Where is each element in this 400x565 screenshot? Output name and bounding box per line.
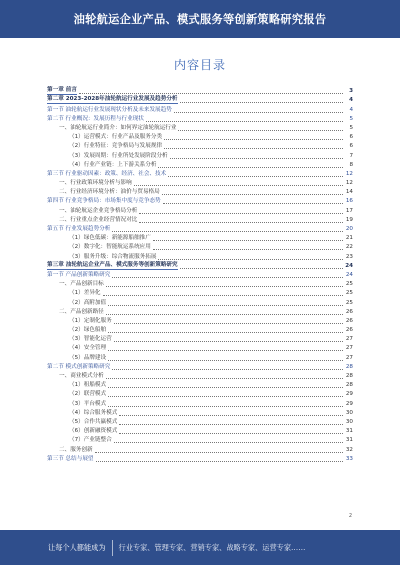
toc-leader-dots <box>79 93 343 94</box>
toc-leader-dots <box>112 231 343 232</box>
toc-entry-label: 二、行业经济环境分析：油价与贸易格局 <box>59 189 160 196</box>
footer-slogan: 让每个人都能成为 <box>48 542 106 552</box>
toc-entry[interactable] <box>47 141 353 150</box>
toc-entry-label: 第一节 油轮航运行业发展现状分析及未来发展趋势 <box>47 106 172 113</box>
toc-entry-label: 第三节 行业驱动因素：政策、经济、社会、技术 <box>47 170 167 177</box>
toc-heading: 内容目录 <box>173 58 226 72</box>
toc-entry[interactable] <box>47 150 353 159</box>
toc-entry-page: 30 <box>345 409 353 416</box>
toc-entry-label: 第四节 行业竞争格局：市场集中度与竞争态势 <box>47 198 161 205</box>
toc-entry-page: 5 <box>349 124 353 131</box>
toc-leader-dots <box>106 314 343 315</box>
toc-entry-page: 12 <box>345 170 353 177</box>
toc-entry-label: 第一章 前言 <box>47 87 77 94</box>
toc-entry-label: （1）差异化 <box>69 290 101 297</box>
toc-leader-dots <box>180 268 343 269</box>
toc-leader-dots <box>162 194 343 195</box>
toc-entry-label: （5）品牌建设 <box>69 354 107 361</box>
toc-entry[interactable] <box>47 251 353 260</box>
toc-entry[interactable] <box>47 435 353 444</box>
toc-entry-page: 19 <box>345 216 353 223</box>
toc-entry-label: （1）运营模式：行业产品及服务分类 <box>69 134 163 141</box>
toc-entry-page: 7 <box>349 152 353 159</box>
toc-entry[interactable] <box>47 380 353 389</box>
toc-entry[interactable] <box>47 224 353 233</box>
toc-leader-dots <box>108 387 343 388</box>
toc-entry-label: （2）高附加值 <box>69 299 107 306</box>
toc-entry[interactable] <box>47 196 353 205</box>
toc-entry-label: 一、油轮航运行业简介：如何界定油轮航运行业 <box>59 124 177 131</box>
toc-entry[interactable] <box>47 233 353 242</box>
toc-entry[interactable] <box>47 279 353 288</box>
toc-entry-page: 28 <box>345 373 353 379</box>
toc-leader-dots <box>119 415 343 416</box>
toc-leader-dots <box>153 240 343 241</box>
toc-entry[interactable] <box>47 417 353 426</box>
toc-entry-page: 29 <box>345 400 353 407</box>
header-banner <box>0 0 400 38</box>
toc-entry-label: 二、服务创新 <box>59 446 93 453</box>
toc-entry-page: 31 <box>345 437 353 444</box>
toc-entry-page: 17 <box>345 207 353 214</box>
toc-leader-dots <box>139 213 343 214</box>
toc-entry-page: 16 <box>345 198 353 205</box>
toc-entry-label: 第二节 模式创新策略研究 <box>47 363 111 370</box>
toc-entry-page: 5 <box>349 115 353 122</box>
toc-entry-label: （2）行业特征：竞争格局与发展规律 <box>69 143 163 150</box>
toc-entry-page: 31 <box>345 428 353 435</box>
toc-entry[interactable] <box>47 408 353 417</box>
toc-leader-dots <box>114 323 343 324</box>
toc-leader-dots <box>164 148 343 149</box>
toc-leader-dots <box>95 452 343 453</box>
toc-entry[interactable] <box>47 426 353 435</box>
toc-entry-label: 一、油轮航运企业竞争格局分析 <box>59 207 138 214</box>
toc-entry-page: 28 <box>345 363 353 370</box>
toc-entry-label: （2）联营模式 <box>69 391 107 398</box>
toc-entry[interactable] <box>47 398 353 407</box>
toc-entry-label: （3）智能化运营 <box>69 336 112 343</box>
toc-leader-dots <box>170 158 343 159</box>
toc-entry-page: 27 <box>345 354 353 361</box>
toc-entry[interactable] <box>47 123 353 132</box>
toc-entry[interactable] <box>47 205 353 214</box>
toc-entry-label: （2）绿色船舶 <box>69 327 107 334</box>
toc-leader-dots <box>146 121 343 122</box>
toc-leader-dots <box>106 378 343 379</box>
toc-entry-page: 25 <box>345 281 353 288</box>
toc-entry-label: 第一节 产品创新策略研究 <box>47 271 111 278</box>
footer-tagline: 行业专家、管理专家、营销专家、战略专家、运营专家…… <box>118 542 306 552</box>
toc-leader-dots <box>114 442 343 443</box>
toc-entry-label: 一、行业政策环境分析与影响 <box>59 180 132 187</box>
toc-leader-dots <box>112 277 343 278</box>
toc-entry[interactable] <box>47 389 353 398</box>
toc-entry-label: 一、产品创新目标 <box>59 281 104 288</box>
toc-leader-dots <box>119 433 343 434</box>
toc-leader-dots <box>153 249 343 250</box>
toc-entry[interactable] <box>47 352 353 361</box>
toc-entry-page: 24 <box>345 271 353 278</box>
toc-entry[interactable] <box>47 371 353 380</box>
toc-leader-dots <box>96 461 343 462</box>
toc-leader-dots <box>158 167 343 168</box>
toc-entry-page: 14 <box>345 189 353 196</box>
toc-entry-page: 28 <box>345 382 353 389</box>
toc-entry-label: （4）综合服务模式 <box>69 409 118 416</box>
toc-entry-page: 24 <box>345 262 353 269</box>
toc-entry-page: 26 <box>345 317 353 324</box>
toc-entry-page: 6 <box>349 134 353 141</box>
toc-entry[interactable] <box>47 343 353 352</box>
toc-leader-dots <box>178 130 343 131</box>
toc-entry[interactable] <box>47 215 353 224</box>
toc-entry-label: （1）绿色低碳：新能源船舶推广 <box>69 235 151 242</box>
toc-entry-label: （3）服务升级：综合物流服务拓展 <box>69 253 157 260</box>
toc-entry-label: 第三章 油轮航运企业产品、模式服务等创新策略研究 <box>47 261 178 268</box>
toc-entry-label: （1）租船模式 <box>69 382 107 389</box>
toc-leader-dots <box>114 341 343 342</box>
toc-entry-page: 8 <box>349 161 353 168</box>
toc-leader-dots <box>119 424 343 425</box>
toc-entry-page: 3 <box>349 88 353 95</box>
toc-entry-label: （6）创新融资模式 <box>69 428 118 435</box>
toc-entry-label: 二、行业重点企业经营情况对比 <box>59 216 138 223</box>
toc-entry[interactable] <box>47 114 353 123</box>
toc-entry[interactable] <box>47 334 353 343</box>
toc-entry-page: 33 <box>345 455 353 462</box>
toc-leader-dots <box>174 112 343 113</box>
toc-entry[interactable] <box>47 242 353 251</box>
toc-leader-dots <box>158 259 343 260</box>
toc-leader-dots <box>103 295 343 296</box>
toc-entry[interactable] <box>47 454 353 463</box>
toc-entry-page: 4 <box>349 97 353 104</box>
toc-entry-page: 29 <box>345 391 353 398</box>
toc-entry-page: 23 <box>345 253 353 260</box>
toc-entry[interactable] <box>47 95 353 104</box>
toc-entry-page: 26 <box>345 327 353 334</box>
toc-leader-dots <box>163 203 343 204</box>
toc-entry[interactable] <box>47 288 353 297</box>
table-of-contents <box>47 86 353 510</box>
toc-entry[interactable] <box>47 169 353 178</box>
toc-entry-page: 30 <box>345 418 353 425</box>
toc-entry-page: 22 <box>345 244 353 251</box>
toc-entry[interactable] <box>47 444 353 453</box>
toc-entry-label: 一、商业模式分析 <box>59 373 104 379</box>
toc-leader-dots <box>112 369 343 370</box>
toc-entry[interactable] <box>47 307 353 316</box>
toc-leader-dots <box>108 350 343 351</box>
toc-entry-label: 第二节 行业概况：发展历程与行业现状 <box>47 115 144 122</box>
toc-entry-label: （1）定制化服务 <box>69 317 112 324</box>
toc-entry[interactable] <box>47 178 353 187</box>
toc-leader-dots <box>164 139 343 140</box>
toc-entry[interactable] <box>47 104 353 113</box>
toc-entry[interactable] <box>47 362 353 371</box>
toc-entry-label: 第三节 总结与展望 <box>47 455 94 462</box>
toc-entry-label: （5）合作共赢模式 <box>69 418 118 425</box>
toc-entry[interactable] <box>47 187 353 196</box>
toc-leader-dots <box>168 176 343 177</box>
toc-entry-page: 26 <box>345 308 353 315</box>
toc-leader-dots <box>108 360 343 361</box>
footer-divider <box>112 540 113 556</box>
toc-entry-page: 25 <box>345 290 353 297</box>
toc-entry[interactable] <box>47 316 353 325</box>
toc-entry[interactable] <box>47 86 353 95</box>
toc-leader-dots <box>108 332 343 333</box>
toc-entry-page: 4 <box>349 106 353 113</box>
footer-banner <box>0 530 400 565</box>
toc-entry[interactable] <box>47 132 353 141</box>
toc-entry-label: （3）发展周期：行业所处发展阶段分析 <box>69 152 168 159</box>
toc-entry-page: 21 <box>345 235 353 242</box>
toc-leader-dots <box>134 185 343 186</box>
toc-entry-label: （3）平台模式 <box>69 400 107 407</box>
toc-entry-label: 二、产品创新路径 <box>59 308 104 315</box>
toc-leader-dots <box>108 305 343 306</box>
toc-entry-label: （4）行业产业链：上下游关系分析 <box>69 161 157 168</box>
toc-entry-page: 32 <box>345 446 353 453</box>
toc-entry-label: （4）安全管理 <box>69 345 107 352</box>
toc-leader-dots <box>108 406 343 407</box>
toc-entry[interactable] <box>47 325 353 334</box>
toc-entry-page: 27 <box>345 336 353 343</box>
toc-leader-dots <box>106 286 343 287</box>
toc-entry-page: 25 <box>345 299 353 306</box>
toc-entry[interactable] <box>47 270 353 279</box>
toc-leader-dots <box>139 222 343 223</box>
toc-entry-page: 27 <box>345 345 353 352</box>
report-title: 油轮航运企业产品、模式服务等创新策略研究报告 <box>73 13 327 26</box>
page-number: 2 <box>348 513 352 519</box>
toc-entry-label: 第五节 行业发展趋势分析 <box>47 226 111 232</box>
toc-entry-page: 6 <box>349 143 353 150</box>
toc-entry[interactable] <box>47 160 353 169</box>
toc-leader-dots <box>108 396 343 397</box>
toc-entry[interactable] <box>47 261 353 270</box>
toc-leader-dots <box>180 102 343 103</box>
toc-entry-page: 12 <box>345 180 353 187</box>
toc-entry-label: （7）产业链整合 <box>69 437 112 444</box>
toc-entry-page: 20 <box>345 226 353 232</box>
toc-entry[interactable] <box>47 297 353 306</box>
toc-entry-label: （2）数字化：智能航运系统应用 <box>69 244 151 251</box>
toc-entry-label: 第二章 2023-2028年油轮航运行业发展及趋势分析 <box>47 96 178 103</box>
